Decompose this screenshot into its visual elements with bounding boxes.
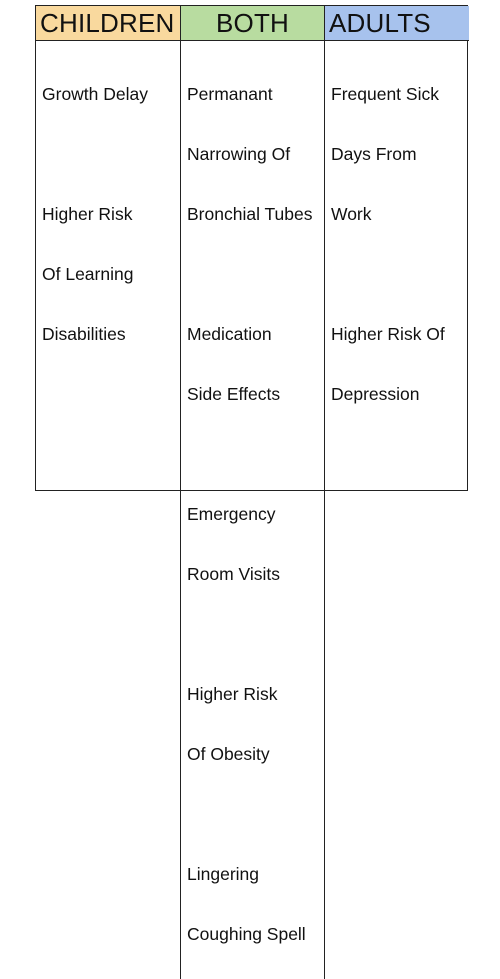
both-item-line: Narrowing Of (187, 144, 291, 164)
both-item-line: Higher Risk (187, 684, 278, 704)
adults-item-line: Work (331, 204, 372, 224)
both-item-line: Bronchial Tubes (187, 204, 313, 224)
children-item-line: Of Learning (42, 264, 134, 284)
children-item-line: Disabilities (42, 324, 126, 344)
both-item-line: Coughing Spell (187, 924, 306, 944)
both-item-line: Lingering (187, 864, 259, 884)
adults-item-line: Depression (331, 384, 420, 404)
header-children: CHILDREN (36, 6, 181, 41)
header-adults: ADULTS (325, 6, 469, 41)
children-item-line: Growth Delay (42, 84, 149, 104)
adults-item-line: Frequent Sick (331, 84, 439, 104)
header-both: BOTH (181, 6, 325, 41)
both-item-line: Permanant (187, 84, 273, 104)
adults-item-line: Days From (331, 144, 417, 164)
children-item-line: Higher Risk (42, 204, 133, 224)
both-item-line: Room Visits (187, 564, 281, 584)
both-item-line: Side Effects (187, 384, 281, 404)
both-item-line: Emergency (187, 504, 276, 524)
both-item-line: Medication (187, 324, 272, 344)
comparison-table (35, 5, 468, 944)
adults-item-line: Higher Risk Of (331, 324, 445, 344)
both-item-line: Of Obesity (187, 744, 270, 764)
column-both (181, 41, 325, 979)
column-adults (325, 41, 469, 979)
column-children (36, 41, 181, 979)
